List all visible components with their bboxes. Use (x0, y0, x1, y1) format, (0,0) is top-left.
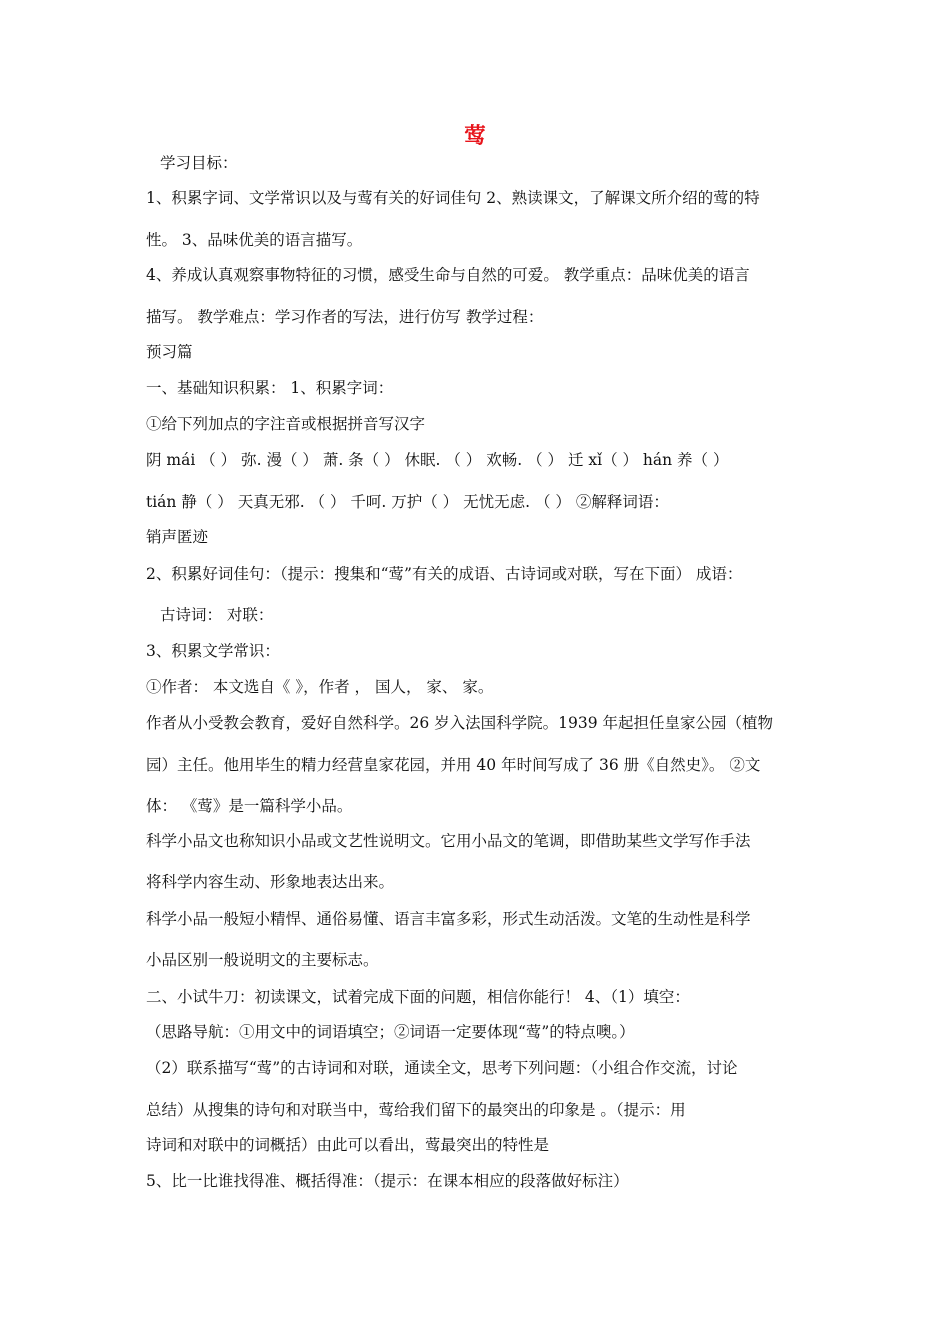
section-heading: 预习篇 (146, 343, 193, 361)
text-line: 学习目标： (160, 154, 238, 172)
text-line: tián 静（ ） 天真无邪. （ ） 千呵. 万护（ ） 无忧无虑. （ ） ②解释词语： (146, 493, 669, 511)
text-line: 作者从小受教会教育，爱好自然科学。26 岁入法国科学院。1939 年起担任皇家公园（植物 (146, 714, 774, 732)
text-line: 诗词和对联中的词概括）由此可以看出，莺最突出的特性是 (146, 1136, 550, 1154)
text-line: ①作者： 本文选自《 》，作者 ， 国人， 家、 家。 (146, 678, 494, 696)
text-line: 性。 3、品味优美的语言描写。 (146, 231, 363, 249)
text-line: 5、比一比谁找得准、概括得准：（提示：在课本相应的段落做好标注） (146, 1172, 629, 1190)
text-line: 1、积累字词、文学常识以及与莺有关的好词佳句 2、熟读课文，了解课文所介绍的莺的特 (146, 189, 760, 207)
text-line: 二、小试牛刀：初读课文，试着完成下面的问题，相信你能行！ 4、（1）填空： (146, 988, 690, 1006)
text-line: （2）联系描写“莺”的古诗词和对联，通读全文，思考下列问题：（小组合作交流，讨论 (146, 1059, 738, 1077)
text-line: 小品区别一般说明文的主要标志。 (146, 951, 379, 969)
text-line: 将科学内容生动、形象地表达出来。 (146, 873, 395, 891)
text-line: 科学小品文也称知识小品或文艺性说明文。它用小品文的笔调，即借助某些文学写作手法 (146, 832, 751, 850)
text-line: 总结）从搜集的诗句和对联当中，莺给我们留下的最突出的印象是 。（提示：用 (146, 1101, 686, 1119)
text-line: 科学小品一般短小精悍、通俗易懂、语言丰富多彩，形式生动活泼。文笔的生动性是科学 (146, 910, 751, 928)
text-line: 3、积累文学常识： (146, 642, 280, 660)
text-line: 园）主任。他用毕生的精力经营皇家花园，并用 40 年时间写成了 36 册《自然史》。 ②文 (146, 756, 761, 774)
text-line: 一、基础知识积累： 1、积累字词： (146, 379, 394, 397)
text-line: 体： 《莺》是一篇科学小品。 (146, 797, 353, 815)
text-line: 古诗词： 对联： (160, 606, 274, 624)
text-line: 4、养成认真观察事物特征的习惯，感受生命与自然的可爱。 教学重点：品味优美的语言 (146, 266, 750, 284)
text-line: 2、积累好词佳句：（提示：搜集和“莺”有关的成语、古诗词或对联，写在下面） 成语： (146, 565, 743, 583)
text-line: 描写。 教学难点：学习作者的写法，进行仿写 教学过程： (146, 308, 544, 326)
text-line: （思路导航：①用文中的词语填空；②词语一定要体现“莺”的特点噢。） (146, 1023, 635, 1041)
text-line: 销声匿迹 (146, 528, 209, 546)
document-title: 莺 (463, 123, 486, 149)
text-line: ①给下列加点的字注音或根据拼音写汉字 (146, 415, 426, 433)
text-line: 阴 mái （ ） 弥. 漫（ ） 萧. 条（ ） 休眠. （ ） 欢畅. （ ） 迁 xǐ（ ） hán 养（ ） (146, 451, 729, 469)
